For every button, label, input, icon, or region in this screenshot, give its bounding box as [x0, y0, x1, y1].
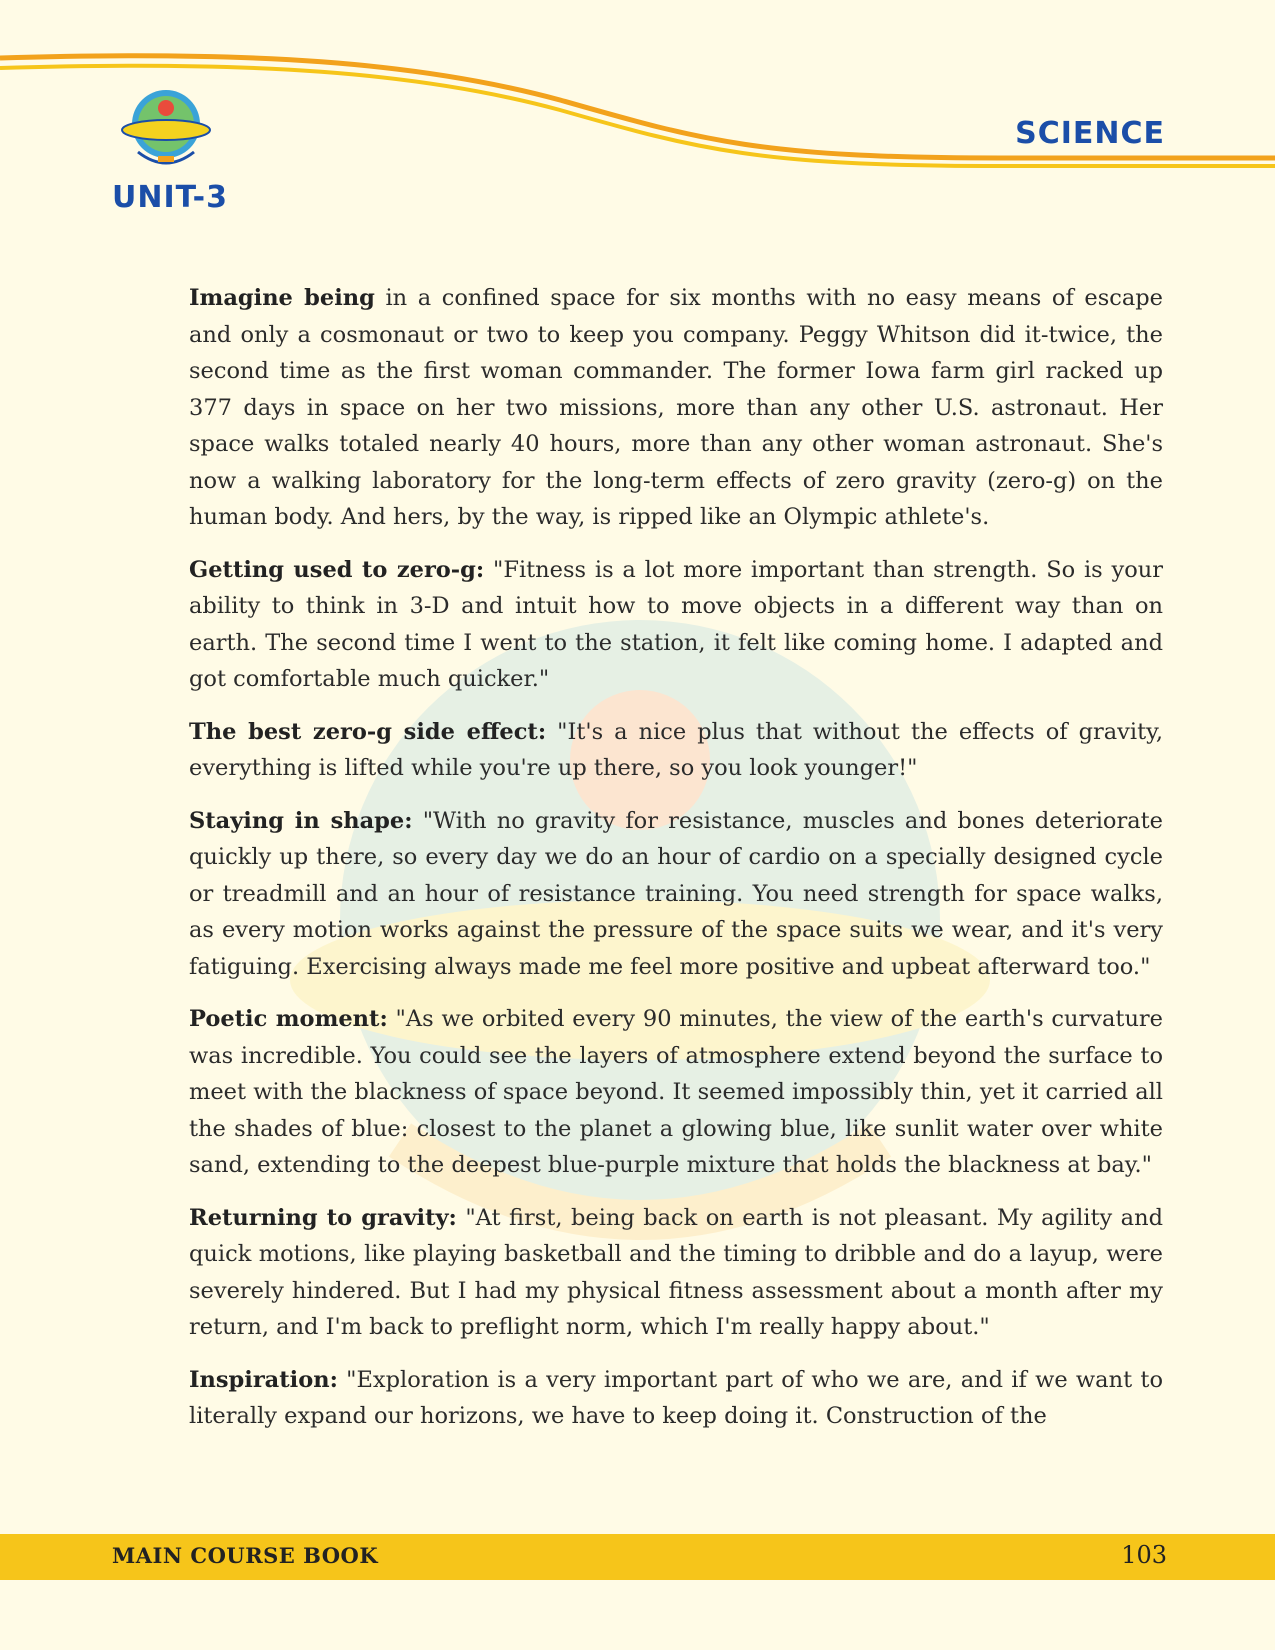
paragraph: [189, 1001, 1163, 1184]
paragraph-lead: Returning to gravity:: [189, 1204, 457, 1231]
footer-book-title: MAIN COURSE BOOK: [112, 1543, 379, 1568]
paragraph-lead: Inspiration:: [189, 1366, 338, 1393]
paragraph-text: "At first, being back on earth is not pleasant. My agility and quick motions, like playing basketball and the timing to dribble and do a layup, were severely hindered. But I had my physical fitness assessment about a month after my return, and I'm back to preflight norm, which I'm really happy about.": [189, 1204, 1163, 1340]
paragraph: [189, 1200, 1163, 1346]
article-body: [189, 280, 1163, 1451]
paragraph: [189, 552, 1163, 698]
paragraph-text: in a confined space for six months with no easy means of escape and only a cosmonaut or two to keep you company. Peggy Whitson did it-twice, the second time as the first woman commander. The former Iowa farm girl racked up 377 days in space on her two missions, more than any other U.S. astronaut. Her space walks totaled nearly 40 hours, more than any other woman astronaut. She's now a walking laboratory for the long-term effects of zero gravity (zero-g) on the human body. And hers, by the way, is ripped like an Olympic athlete's.: [189, 285, 1163, 530]
paragraph: [189, 803, 1163, 986]
paragraph-lead: Poetic moment:: [189, 1006, 388, 1032]
paragraph-text: "Exploration is a very important part of who we are, and if we want to literally expand our horizons, we have to keep doing it. Construction of the: [189, 1366, 1163, 1429]
paragraph-lead: Getting used to zero-g:: [189, 556, 485, 583]
paragraph-text: "Fitness is a lot more important than strength. So is your ability to think in 3-D and intuit how to move objects in a different way than on earth. The second time I went to the station, it felt like coming home. I adapted and got comfortable much quicker.": [189, 556, 1163, 692]
school-emblem-icon: [118, 78, 214, 184]
paragraph: [189, 714, 1163, 787]
paragraph-lead: Staying in shape:: [189, 807, 413, 834]
paragraph: [189, 1362, 1163, 1435]
page-number: 103: [1121, 1541, 1167, 1569]
paragraph-lead: The best zero-g side effect:: [189, 718, 547, 745]
paragraph-text: "It's a nice plus that without the effects of gravity, everything is lifted while you're up there, so you look younger!": [189, 718, 1163, 781]
unit-label: UNIT-3: [112, 180, 229, 215]
paragraph: [189, 280, 1163, 536]
paragraph-text: "As we orbited every 90 minutes, the view of the earth's curvature was incredible. You could see the layers of atmosphere extend beyond the surface to meet with the blackness of space beyond. It seemed impossibly thin, yet it carried all the shades of blue: closest to the planet a glowing blue, like sunlit water over white sand, extending to the deepest blue-purple mixture that holds the blackness at bay.": [189, 1006, 1164, 1178]
subject-label: SCIENCE: [1015, 116, 1165, 151]
paragraph-lead: Imagine being: [189, 285, 375, 311]
paragraph-text: "With no gravity for resistance, muscles and bones deteriorate quickly up there, so every day we do an hour of cardio on a specially designed cycle or treadmill and an hour of resistance training. You need strength for space walks, as every motion works against the pressure of the space suits we wear, and it's very fatiguing. Exercising always made me feel more positive and upbeat afterward too.": [189, 807, 1163, 980]
